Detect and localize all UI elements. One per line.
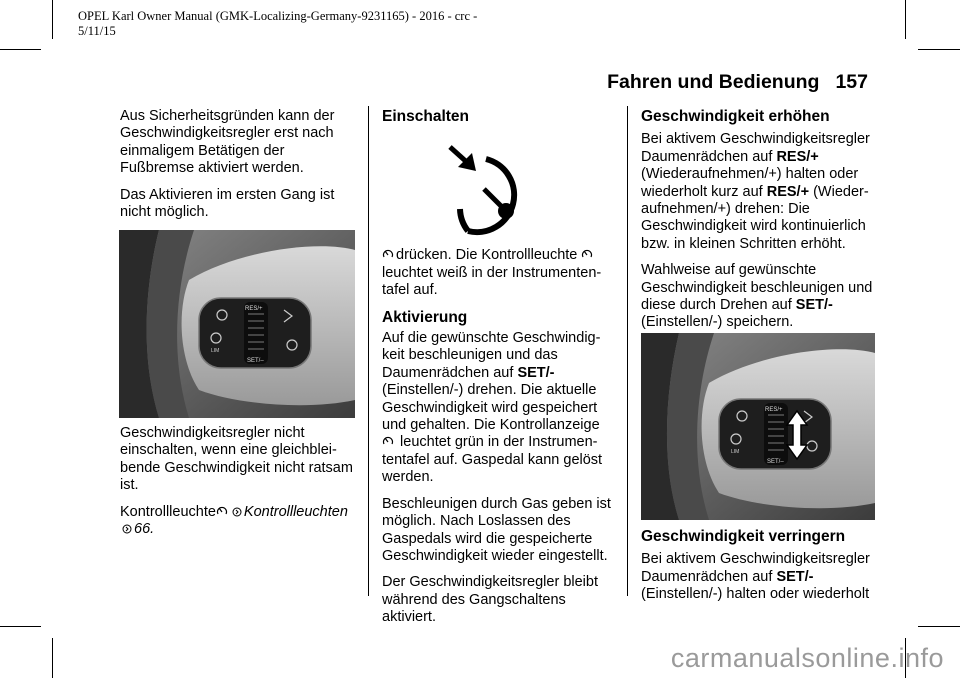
paragraph: Auf die gewünschte Geschwindigkeit beschleunigen und das Daumenrädchen auf SET/- (Einstellen/-) drehen. Die aktuelle Geschwindigkeit wird gespeichert und gehalten. Die Kontrollanzeige leuchtet grün in der Instrumententafel auf. Gaspedal kann gelöst werden. [382, 330, 603, 486]
paragraph-reference [120, 504, 356, 539]
cruise-indicator-icon [216, 505, 228, 517]
cruise-indicator-icon [581, 248, 593, 260]
steering-wheel-illustration [119, 230, 355, 418]
lim-label: LIM [211, 348, 220, 354]
paragraph: Das Aktivieren im ersten Gang ist nicht möglich. [120, 186, 335, 221]
paragraph: Bei aktivem Geschwindigkeitsregler Daumenrädchen auf SET/- (Einstellen/-) halten oder wiederholt [641, 551, 870, 603]
column-1 [120, 108, 356, 230]
watermark: carmanualsonline.info [670, 643, 944, 673]
heading-geschwindigkeit-verringern: Geschwindigkeit verringern [641, 528, 846, 545]
column-3-lower [641, 528, 876, 613]
paragraph: Geschwindigkeitsregler nicht einschalten, wenn eine gleichbleibende Geschwindigkeit nicht ratsam ist. [120, 425, 353, 494]
column-1-lower [120, 425, 356, 547]
column-2 [382, 108, 612, 636]
set-label: SET/– [767, 459, 784, 465]
heading-aktivierung: Aktivierung [382, 308, 468, 326]
crop-mark [918, 49, 960, 50]
paragraph: drücken. Die Kontrollleuchte leuchtet weiß in der Instrumententafel auf. [382, 247, 602, 299]
ref-link[interactable]: Kontrollleuchten [243, 503, 348, 520]
res-label: RES/+ [245, 306, 263, 312]
ref-page[interactable]: 66. [134, 521, 155, 538]
page-number: 157 [835, 71, 868, 93]
paragraph: Bei aktivem Geschwindigkeitsregler Daumenrädchen auf RES/+ (Wiederaufnehmen/+) halten oder wiederholt kurz auf RES/+ (Wiederaufnehmen/+) drehen: Die Geschwindigkeit wird kontinuierlich bzw. in kleinen Schritten erhöht. [641, 131, 870, 252]
paragraph: Beschleunigen durch Gas geben ist möglich. Nach Loslassen des Gaspedals wird die gespeicherte Geschwindigkeit wieder eingestellt. [382, 495, 611, 564]
paragraph: Der Geschwindigkeitsregler bleibt während des Gangschaltens aktiviert. [382, 574, 598, 626]
running-head [607, 71, 868, 94]
crop-mark [52, 638, 53, 678]
lim-label: LIM [731, 449, 740, 455]
steering-wheel-illustration [641, 333, 875, 520]
paragraph: Wahlweise auf gewünschte Geschwindigkeit beschleunigen und diese durch Drehen auf SET/- (Einstellen/-) speichern. [641, 262, 873, 331]
steering-wheel-photo-2 [641, 333, 875, 520]
heading-geschwindigkeit-erhoehen: Geschwindigkeit erhöhen [641, 108, 830, 125]
cruise-indicator-icon [382, 435, 394, 447]
crop-mark [0, 626, 41, 627]
crop-mark [918, 626, 960, 627]
meta-line-1: OPEL Karl Owner Manual (GMK-Localizing-Germany-9231165) - 2016 - crc - [78, 9, 478, 23]
column-3 [641, 108, 876, 341]
document-meta [78, 9, 508, 39]
paragraph: Aus Sicherheitsgründen kann der Geschwindigkeitsregler erst nach einmaligem Betätigen der Fußbremse aktiviert werden. [120, 108, 335, 177]
set-label: SET/– [247, 358, 264, 364]
cruise-symbol-figure [382, 125, 612, 247]
column-separator [368, 106, 369, 596]
page-reference-icon [122, 524, 132, 534]
column-separator [627, 106, 628, 596]
crop-mark [0, 49, 41, 50]
crop-mark [905, 0, 906, 39]
crop-mark [52, 0, 53, 39]
meta-line-2: 5/11/15 [78, 24, 116, 38]
page-reference-icon [232, 507, 242, 517]
section-title: Fahren und Bedienung [607, 71, 820, 93]
res-label: RES/+ [765, 407, 783, 413]
heading-einschalten: Einschalten [382, 108, 469, 125]
cruise-indicator-icon [382, 248, 394, 260]
cruise-control-symbol-icon [446, 143, 546, 243]
ref-prefix: Kontrollleuchte [120, 503, 216, 520]
steering-wheel-photo-1 [119, 230, 355, 418]
